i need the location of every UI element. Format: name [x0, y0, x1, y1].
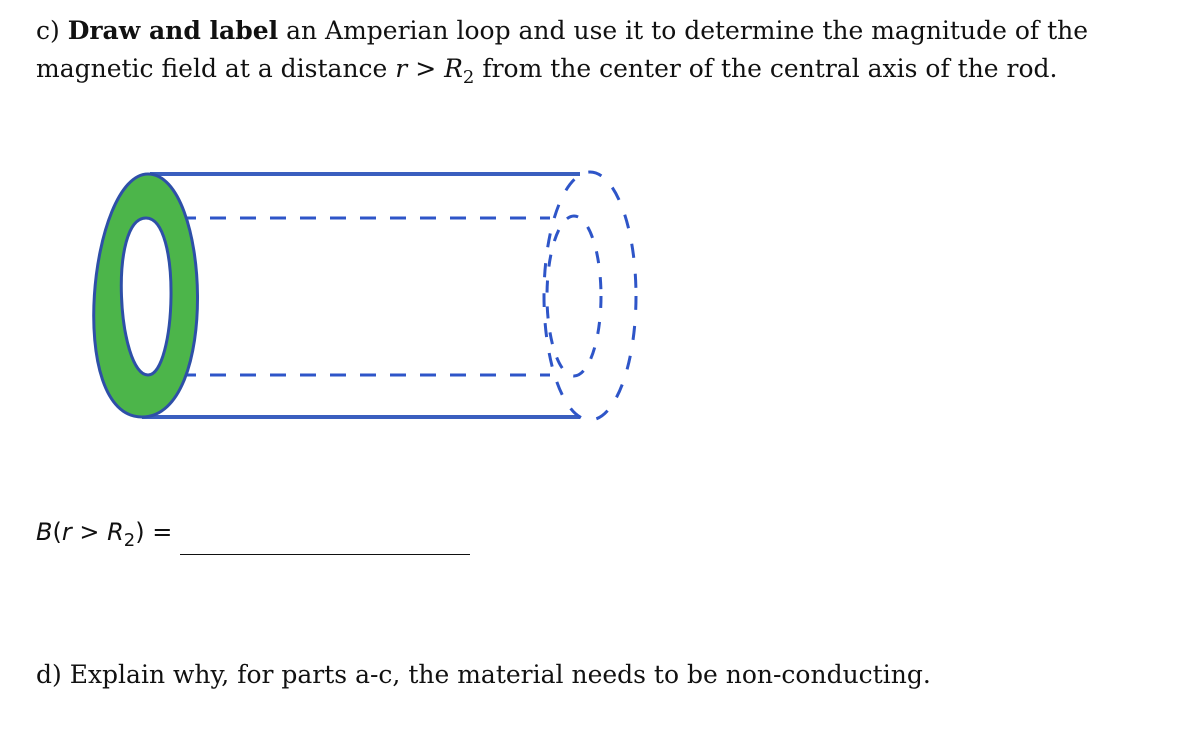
part-d-question: d) Explain why, for parts a-c, the material needs to be non-conducting. [36, 660, 931, 689]
subscript-2: 2 [462, 67, 475, 88]
part-c-bold: Draw and label [67, 16, 279, 45]
part-c-text2: from the center of the central axis of the rod. [474, 54, 1058, 83]
part-c-question [36, 12, 1186, 91]
answer-sub2: 2 [123, 530, 136, 551]
answer-B: B [36, 518, 53, 546]
answer-r: r [61, 518, 72, 546]
part-c-prefix: c) [36, 16, 68, 45]
part-c-text1: an Amperian loop and use it to determine the magnitude of the magnetic field at a distance [36, 16, 1089, 83]
gt-sign: > [407, 54, 445, 83]
far-end-outer-dashed [544, 172, 636, 420]
answer-line [36, 512, 470, 555]
answer-gt: > [71, 518, 108, 546]
var-R: R [444, 54, 463, 83]
cylinder-figure [80, 160, 680, 430]
var-r: r [395, 54, 408, 83]
far-end-inner-dashed [547, 216, 601, 376]
answer-open: ( [52, 518, 62, 546]
answer-label [36, 512, 172, 555]
answer-close: ) = [135, 518, 173, 546]
answer-blank[interactable] [180, 526, 470, 555]
answer-R: R [107, 518, 124, 546]
ring-cross-section [94, 174, 198, 417]
